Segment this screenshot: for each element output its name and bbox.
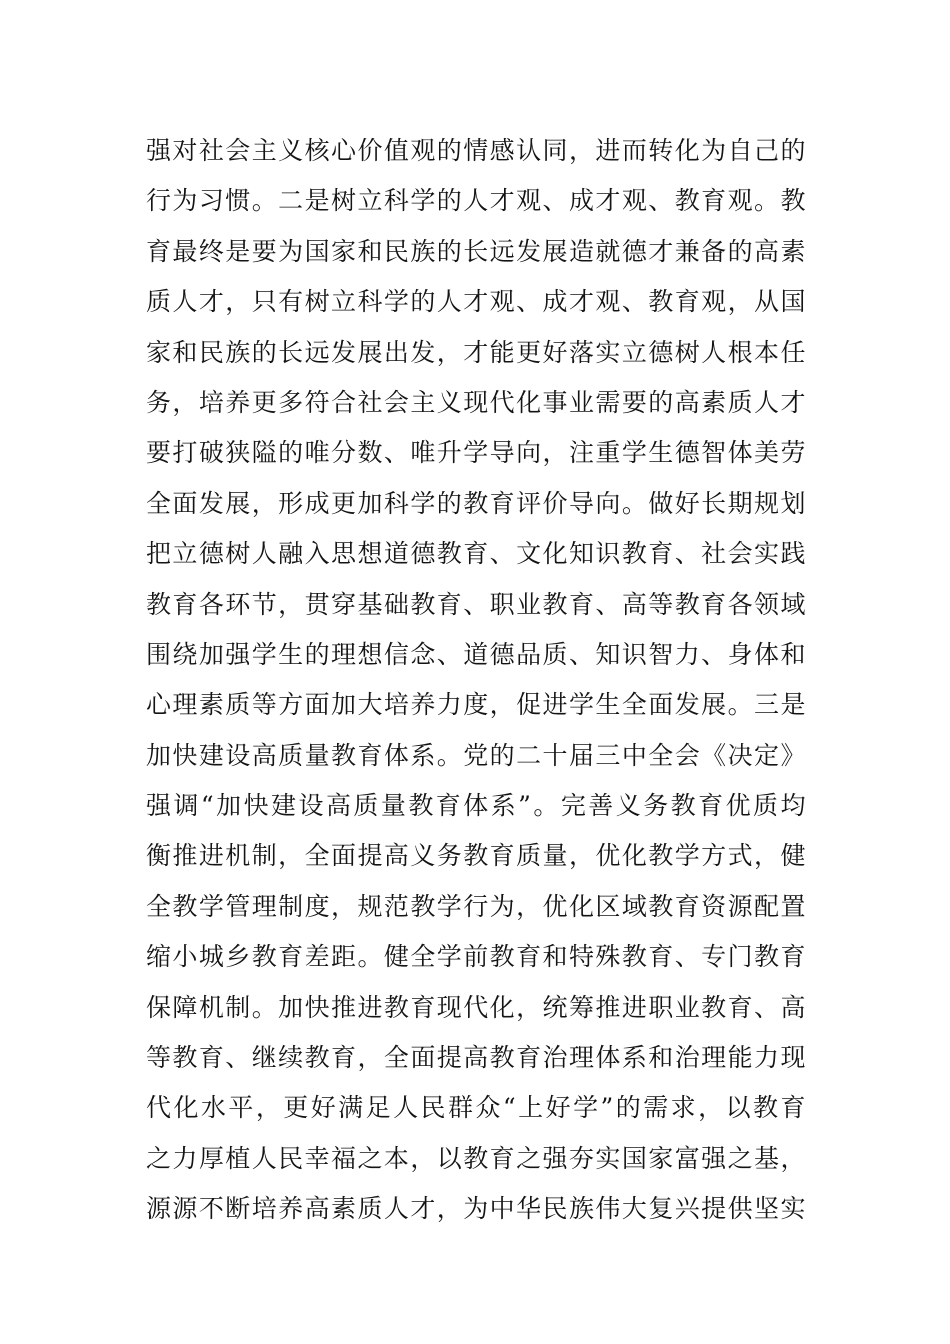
text-line: 务，培养更多符合社会主义现代化事业需要的高素质人才 [146,387,806,417]
text-line: 强对社会主义核心价值观的情感认同，进而转化为自己的 [146,136,806,165]
text-line: 全教学管理制度，规范教学行为，优化区域教育资源配置 [146,891,806,921]
text-line: 把立德树人融入思想道德教育、文化知识教育、社会实践 [146,539,806,569]
text-line: 保障机制。加快推进教育现代化，统筹推进职业教育、高 [146,992,806,1022]
text-line: 全面发展，形成更加科学的教育评价导向。做好长期规划 [146,488,806,518]
text-line: 之力厚植人民幸福之本，以教育之强夯实国家富强之基， [146,1143,806,1173]
text-line: 代化水平，更好满足人民群众“上好学”的需求，以教育 [146,1093,806,1123]
text-line: 质人才，只有树立科学的人才观、成才观、教育观，从国 [146,287,806,317]
text-line: 加快建设高质量教育体系。党的二十届三中全会《决定》 [146,740,806,770]
text-line: 育最终是要为国家和民族的长远发展造就德才兼备的高素 [146,236,806,266]
text-line: 等教育、继续教育，全面提高教育治理体系和治理能力现 [146,1043,806,1073]
text-line: 心理素质等方面加大培养力度，促进学生全面发展。三是 [146,690,806,720]
text-line: 教育各环节，贯穿基础教育、职业教育、高等教育各领域 [146,589,806,619]
text-line: 行为习惯。二是树立科学的人才观、成才观、教育观。教 [146,186,806,216]
text-line: 缩小城乡教育差距。健全学前教育和特殊教育、专门教育 [146,942,806,972]
text-line: 衡推进机制，全面提高义务教育质量，优化教学方式，健 [146,841,806,871]
text-line: 源源不断培养高素质人才，为中华民族伟大复兴提供坚实 [146,1194,806,1224]
text-line: 家和民族的长远发展出发，才能更好落实立德树人根本任 [146,337,806,367]
text-line: 围绕加强学生的理想信念、道德品质、知识智力、身体和 [146,639,806,669]
body-text [146,126,806,1235]
text-line: 强调“加快建设高质量教育体系”。完善义务教育优质均 [146,791,806,821]
text-line: 要打破狭隘的唯分数、唯升学导向，注重学生德智体美劳 [146,438,806,468]
